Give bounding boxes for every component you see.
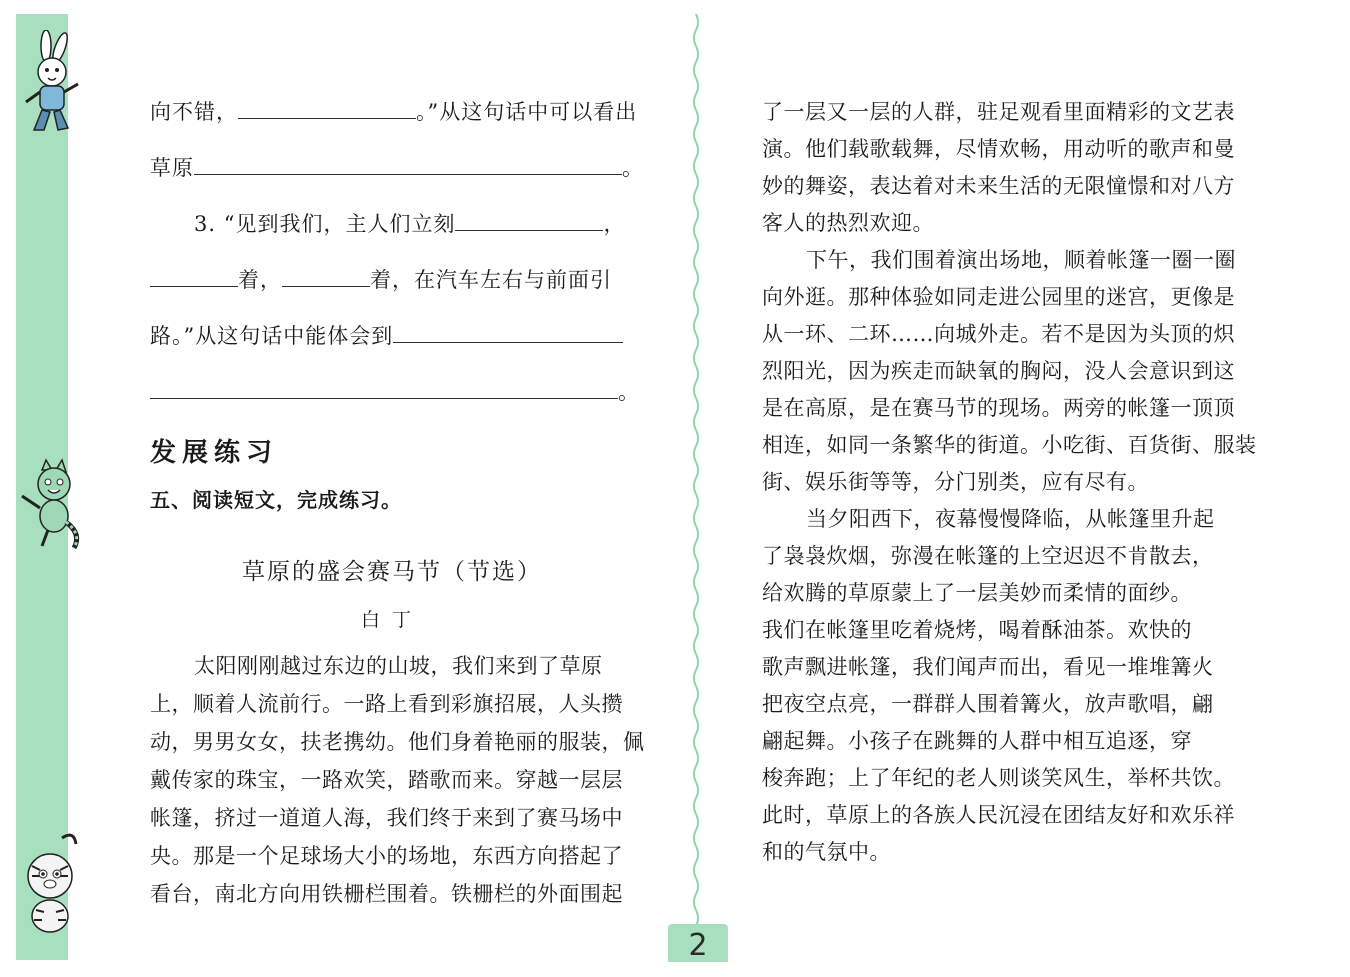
passage-line: 客人的热烈欢迎。	[762, 211, 934, 235]
answer-blank[interactable]	[455, 210, 603, 231]
question-text: 着，	[238, 268, 282, 292]
passage-line: 我们在帐篷里吃着烧烤，喝着酥油茶。欢快的	[762, 618, 1192, 642]
passage-line: 了一层又一层的人群，驻足观看里面精彩的文艺表	[762, 100, 1235, 124]
passage-line: 动，男男女女，扶老携幼。他们身着艳丽的服装，佩	[150, 730, 645, 754]
passage-line: 上，顺着人流前行。一路上看到彩旗招展，人头攒	[150, 692, 623, 716]
question-line-5	[150, 322, 623, 350]
passage-line: 梭奔跑；上了年纪的老人则谈笑风生，举杯共饮。	[762, 766, 1235, 790]
passage-line: 向外逛。那种体验如同走进公园里的迷宫，更像是	[762, 285, 1235, 309]
question-line-2	[150, 154, 644, 182]
question-text: 。”从这句话中可以看出	[416, 100, 638, 124]
passage-line: 了袅袅炊烟，弥漫在帐篷的上空迟迟不肯散去，	[762, 544, 1214, 568]
rabbit-mascot-icon	[12, 30, 88, 140]
answer-blank[interactable]	[393, 322, 623, 343]
passage-line: 当夕阳西下，夜幕慢慢降临，从帐篷里升起	[806, 507, 1215, 531]
passage-line: 看台，南北方向用铁栅栏围着。铁栅栏的外面围起	[150, 882, 623, 906]
exercise-heading: 五、阅读短文，完成练习。	[150, 488, 402, 512]
passage-line: 和的气氛中。	[762, 840, 891, 864]
question-text: 。	[622, 156, 644, 180]
answer-blank[interactable]	[150, 378, 618, 399]
question-text: 草原	[150, 156, 194, 180]
passage-line: 是在高原，是在赛马节的现场。两旁的帐篷一顶顶	[762, 396, 1235, 420]
answer-blank[interactable]	[238, 98, 416, 119]
section-heading: 发展练习	[150, 438, 279, 468]
cat-mascot-icon	[12, 458, 88, 554]
answer-blank[interactable]	[282, 266, 370, 287]
page-number: 2	[668, 924, 728, 962]
passage-line: 把夜空点亮，一群群人围着篝火，放声歌唱，翩	[762, 692, 1214, 716]
article-title: 草原的盛会赛马节（节选）	[242, 559, 542, 585]
passage-line: 街、娱乐街等等，分门别类，应有尽有。	[762, 470, 1149, 494]
question-line-6	[150, 378, 640, 406]
question-line-4	[150, 266, 612, 294]
passage-line: 烈阳光，因为疾走而缺氧的胸闷，没人会意识到这	[762, 359, 1235, 383]
question-text: 。	[618, 380, 640, 404]
passage-line: 帐篷，挤过一道道人海，我们终于来到了赛马场中	[150, 806, 623, 830]
spine-divider	[690, 14, 702, 960]
passage-line: 翩起舞。小孩子在跳舞的人群中相互追逐，穿	[762, 729, 1192, 753]
question-text: 3. “见到我们，主人们立刻	[194, 212, 456, 236]
tiger-mascot-icon	[12, 830, 88, 940]
question-line-1	[150, 98, 637, 126]
passage-line: 央。那是一个足球场大小的场地，东西方向搭起了	[150, 844, 623, 868]
passage-line: 下午，我们围着演出场地，顺着帐篷一圈一圈	[806, 248, 1236, 272]
question-text: 着，在汽车左右与前面引	[370, 268, 612, 292]
article-author: 白丁	[360, 609, 423, 631]
passage-line: 此时，草原上的各族人民沉浸在团结友好和欢乐祥	[762, 803, 1235, 827]
question-text: 路。”从这句话中能体会到	[150, 324, 394, 348]
passage-line: 演。他们载歌载舞，尽情欢畅，用动听的歌声和曼	[762, 137, 1235, 161]
question-line-3	[194, 210, 625, 238]
passage-line: 戴传家的珠宝，一路欢笑，踏歌而来。穿越一层层	[150, 768, 623, 792]
answer-blank[interactable]	[150, 266, 238, 287]
passage-line: 给欢腾的草原蒙上了一层美妙而柔情的面纱。	[762, 581, 1192, 605]
question-text: ，	[603, 212, 626, 236]
passage-line: 妙的舞姿，表达着对未来生活的无限憧憬和对八方	[762, 174, 1235, 198]
question-text: 向不错，	[150, 100, 238, 124]
passage-line: 相连，如同一条繁华的街道。小吃街、百货街、服装	[762, 433, 1257, 457]
passage-line: 从一环、二环……向城外走。若不是因为头顶的炽	[762, 322, 1235, 346]
answer-blank[interactable]	[194, 154, 622, 175]
passage-line: 歌声飘进帐篷，我们闻声而出，看见一堆堆篝火	[762, 655, 1214, 679]
passage-line: 太阳刚刚越过东边的山坡，我们来到了草原	[194, 654, 603, 678]
